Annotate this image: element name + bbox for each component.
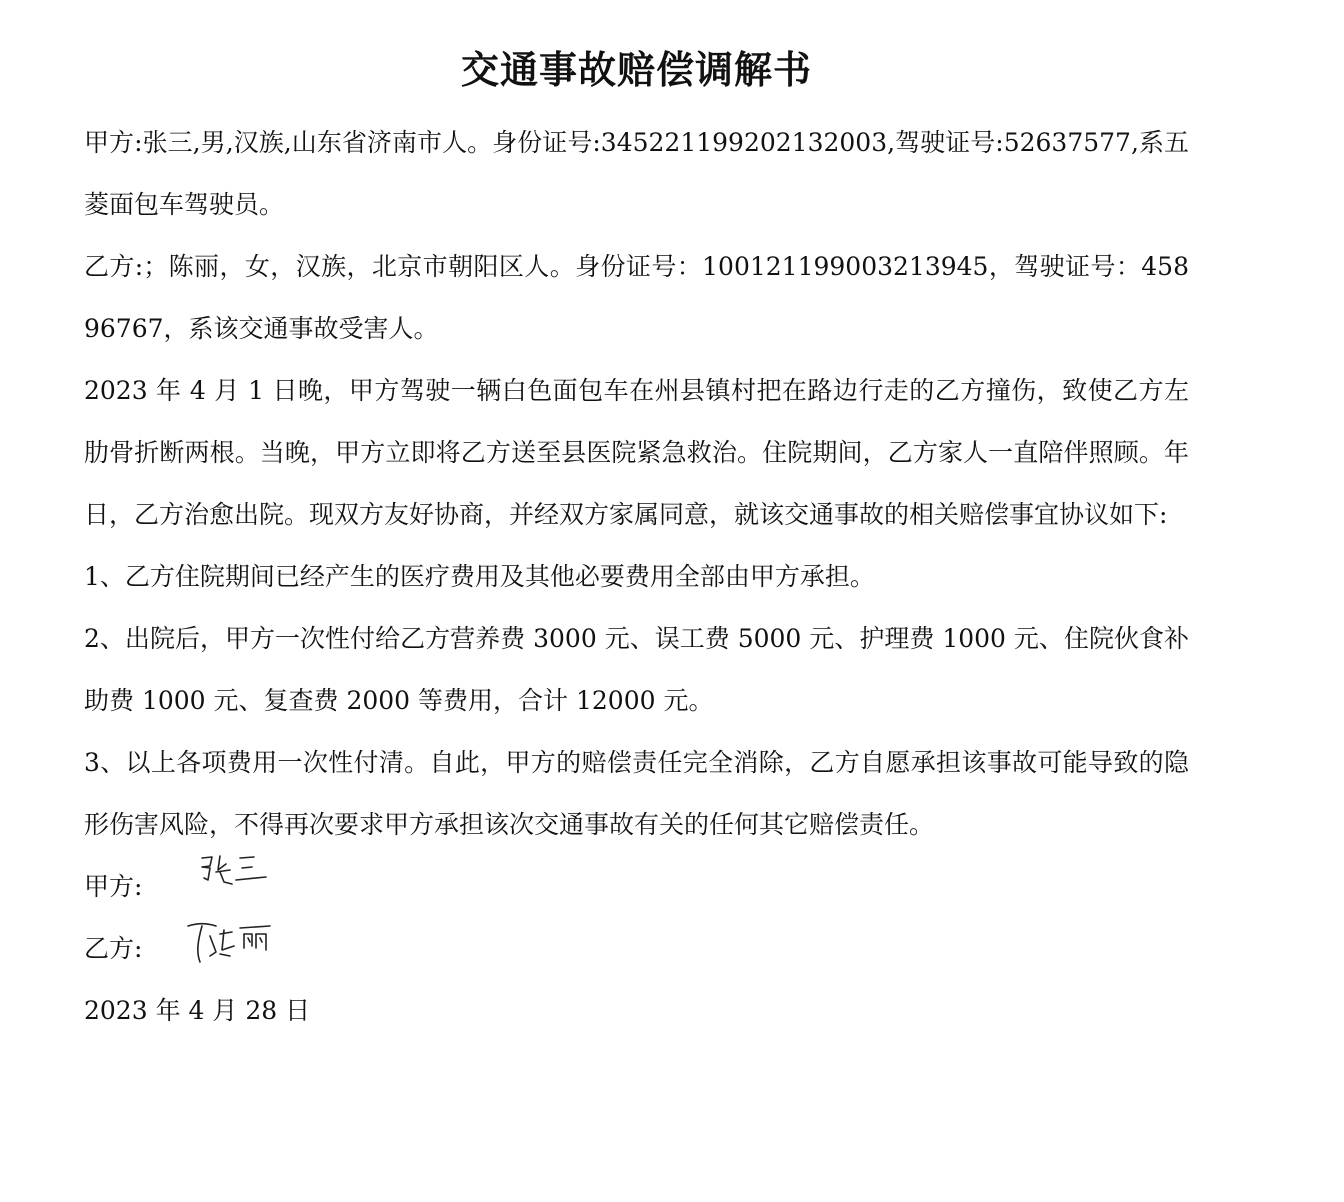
document-title: 交通事故赔偿调解书 (460, 48, 812, 92)
party-b-signature-line (84, 918, 1189, 980)
party-a-label: 甲方: (84, 872, 143, 901)
party-b-handwritten-signature (180, 916, 290, 976)
party-a-signature-line (84, 856, 1189, 918)
clause-2: 2、出院后，甲方一次性付给乙方营养费 3000 元、误工费 5000 元、护理费 1000 元、住院伙食补助费 1000 元、复查费 2000 等费用，合计 12000 元。 (84, 624, 1189, 715)
paragraph-incident: 2023 年 4 月 1 日晚，甲方驾驶一辆白色面包车在州县镇村把在路边行走的乙方撞伤，致使乙方左肋骨折断两根。当晚，甲方立即将乙方送至县医院紧急救治。住院期间，乙方家人一直陪伴照顾。年日，乙方治愈出院。现双方友好协商，并经双方家属同意，就该交通事故的相关赔偿事宜协议如下: (84, 376, 1190, 529)
party-a-handwritten-signature (196, 850, 276, 900)
clause-1: 1、乙方住院期间已经产生的医疗费用及其他必要费用全部由甲方承担。 (84, 562, 875, 591)
clause-3: 3、以上各项费用一次性付清。自此，甲方的赔偿责任完全消除，乙方自愿承担该事故可能导致的隐形伤害风险，不得再次要求甲方承担该次交通事故有关的任何其它赔偿责任。 (84, 748, 1189, 839)
agreement-date: 2023 年 4 月 28 日 (84, 996, 311, 1025)
party-b-label: 乙方: (84, 934, 143, 963)
paragraph-party-b: 乙方:；陈丽，女，汉族，北京市朝阳区人。身份证号：100121199003213945，驾驶证号：45896767，系该交通事故受害人。 (84, 252, 1189, 343)
document (84, 40, 1189, 1042)
paragraph-party-a: 甲方:张三,男,汉族,山东省济南市人。身份证号:345221199202132003,驾驶证号:52637577,系五菱面包车驾驶员。 (84, 128, 1189, 219)
